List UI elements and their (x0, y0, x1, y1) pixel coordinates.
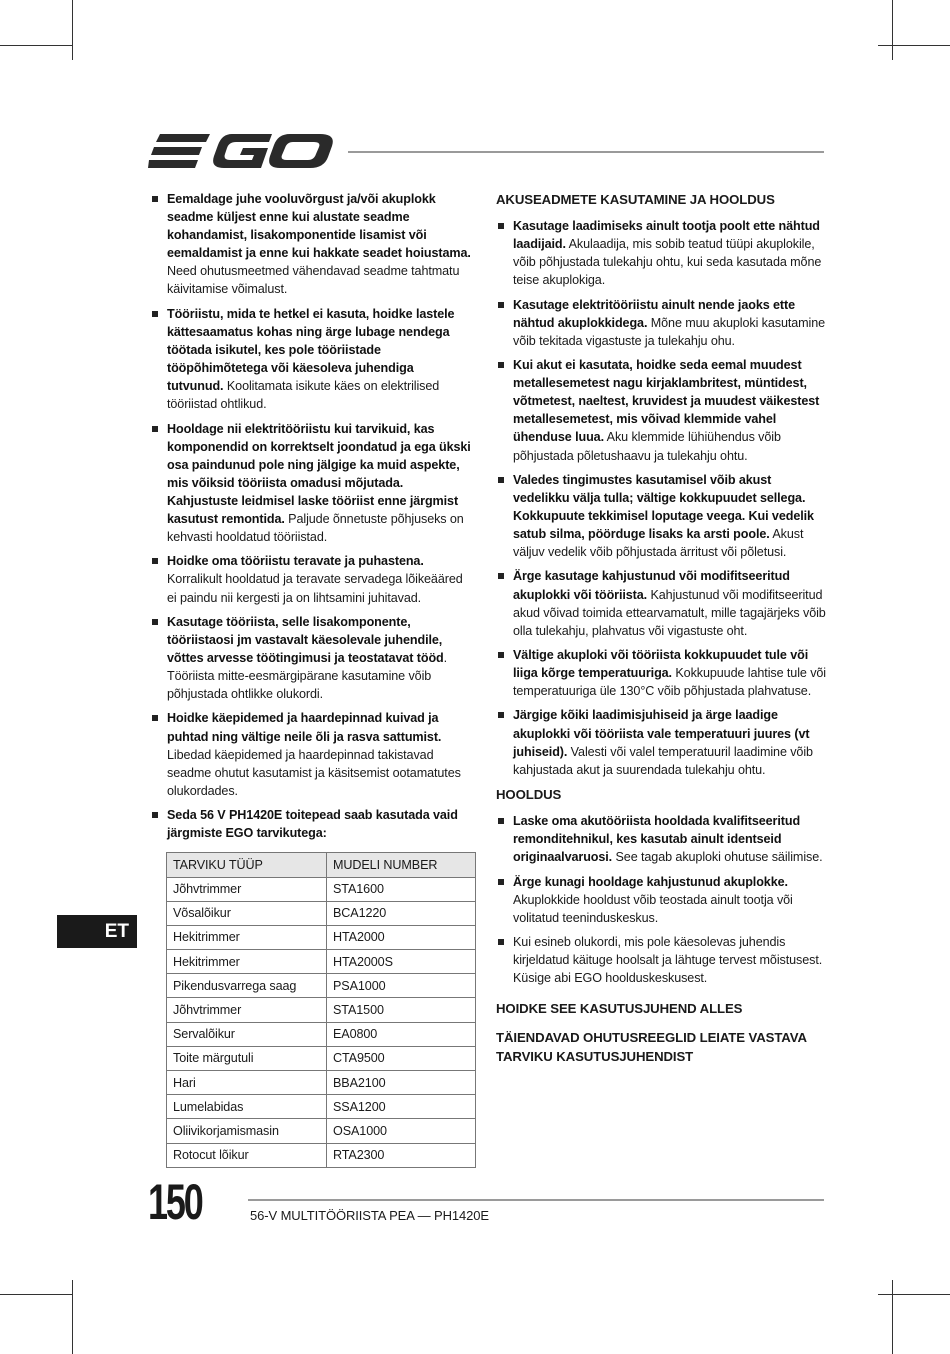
bullet-square-icon (152, 196, 158, 202)
table-row (167, 877, 476, 901)
table-row (167, 1022, 476, 1046)
model-number-cell: RTA2300 (327, 1143, 476, 1167)
brand-logo-text: EGO (148, 128, 151, 129)
page-number: 150 (148, 1174, 202, 1230)
closing-heading: HOIDKE SEE KASUTUSJUHEND ALLES (496, 1001, 743, 1017)
table-row (167, 1046, 476, 1070)
footer-rule (248, 1199, 824, 1201)
model-number-cell: HTA2000 (327, 925, 476, 949)
model-number-cell: SSA1200 (327, 1095, 476, 1119)
model-number-cell: EA0800 (327, 1022, 476, 1046)
bullet-square-icon (152, 311, 158, 317)
list-item: Kasutage elektritööriistu ainult nende jaoks ette nähtud akuplokkidega. Mõne muu akuploki kasutamine võib tekitada vigastuste ja tulekahju ohu. (496, 296, 828, 350)
table-row (167, 974, 476, 998)
list-item: Kasutage laadimiseks ainult tootja poolt ette nähtud laadijaid. Akulaadija, mis sobib teatud tüüpi akuplokile, võib põhjustada tulekahju ohtu, kui seda kasutada mõne teise akuplokiga. (496, 217, 828, 289)
ego-logo (148, 128, 334, 174)
language-tab: ET (57, 915, 137, 948)
bullet-square-icon (498, 362, 504, 368)
section-heading: HOOLDUS (496, 787, 562, 803)
crop-mark (0, 1294, 72, 1295)
accessory-type-cell: Hekitrimmer (167, 925, 327, 949)
accessory-type-cell: Servalõikur (167, 1022, 327, 1046)
closing-heading: TÄIENDAVAD OHUTUSREEGLID LEIATE VASTAVA TARVIKU KASUTUSJUHENDIST (496, 1030, 807, 1065)
list-item: Tööriistu, mida te hetkel ei kasuta, hoidke lastele kättesaamatus kohas ning ärge lubage nendega töötada isikutel, kes pole tööriistade tööpõhimõtetega või käesoleva juhendiga tutvunud. Koolitamata isikute käes on elektrilised tööriistad ohtlikud. (150, 305, 472, 414)
accessory-type-cell: Jõhvtrimmer (167, 877, 327, 901)
footer-title: 56-V MULTITÖÖRIISTA PEA — PH1420E (250, 1208, 489, 1223)
list-item: Hooldage nii elektritööriistu kui tarvikuid, kas komponendid on korrektselt joondatud ja ega ükski osa paindunud pole ning jälgige ka muid aspekte, mis võiksid tööriista omadusi mõjutada. Kahjustuste leidmisel laske tööriist enne järgmist kasutust remontida. Paljude õnnetuste põhjuseks on kehvasti hooldatud tööriistad. (150, 420, 472, 547)
bullet-square-icon (498, 573, 504, 579)
table-row (167, 1095, 476, 1119)
model-number-cell: STA1600 (327, 877, 476, 901)
accessory-type-cell: Oliivikorjamismasin (167, 1119, 327, 1143)
accessory-type-cell: Toite märgutuli (167, 1046, 327, 1070)
bullet-square-icon (152, 715, 158, 721)
accessory-type-cell: Rotocut lõikur (167, 1143, 327, 1167)
list-item: Järgige kõiki laadimisjuhiseid ja ärge laadige akuplokki või tööriista vale temperatuuri juures (vt juhiseid). Valesti või valel temperatuuril laadimine võib kahjustada akut ja suurendada tulekahju ohtu. (496, 706, 828, 778)
list-item: Ärge kunagi hooldage kahjustunud akuplokke. Akuplokkide hooldust võib teostada ainult tootja või volitatud teeninduskeskus. (496, 873, 828, 927)
bullet-square-icon (498, 652, 504, 658)
table-row (167, 1143, 476, 1167)
list-item: Laske oma akutööriista hooldada kvalifitseeritud remonditehnikul, kes kasutab ainult identseid originaalvaruosi. See tagab akuploki ohutuse säilimise. (496, 812, 828, 866)
accessory-type-cell: Pikendusvarrega saag (167, 974, 327, 998)
accessory-type-cell: Hekitrimmer (167, 950, 327, 974)
table-row (167, 901, 476, 925)
bullet-square-icon (498, 879, 504, 885)
model-number-cell: STA1500 (327, 998, 476, 1022)
crop-mark (892, 1280, 893, 1354)
list-item: Seda 56 V PH1420E toitepead saab kasutada vaid järgmiste EGO tarvikutega: (150, 806, 472, 842)
model-number-cell: BBA2100 (327, 1071, 476, 1095)
crop-mark (878, 1294, 950, 1295)
accessory-type-cell: Jõhvtrimmer (167, 998, 327, 1022)
list-item: Kui akut ei kasutata, hoidke seda eemal muudest metallesemetest nagu kirjaklambritest, müntidest, võtmetest, naeltest, kruvidest ja muudest väikestest metallesemetest, mis võivad klemmide vahel ühenduse luua. Aku klemmide lühiühendus võib põhjustada põletushaavu ja tulekahju ohtu. (496, 356, 828, 465)
accessory-type-cell: Lumelabidas (167, 1095, 327, 1119)
list-item: Hoidke oma tööriistu teravate ja puhastena. Korralikult hooldatud ja teravate servadega lõikeääred ei paindu nii kergesti ja on lihtsamini juhitavad. (150, 552, 472, 606)
bullet-square-icon (498, 818, 504, 824)
list-item: Kui esineb olukordi, mis pole käesolevas juhendis kirjeldatud käituge hoolsalt ja lähtuge tervest mõistusest. Küsige abi EGO hoolduskeskusest. (496, 933, 828, 987)
crop-mark (72, 1280, 73, 1354)
table-row (167, 1119, 476, 1143)
crop-mark (878, 45, 950, 46)
section-heading: AKUSEADMETE KASUTAMINE JA HOOLDUS (496, 192, 775, 207)
model-number-cell: CTA9500 (327, 1046, 476, 1070)
table-header-cell: TARVIKU TÜÜP (167, 853, 327, 877)
header-rule (348, 151, 824, 153)
bullet-square-icon (498, 477, 504, 483)
table-row (167, 950, 476, 974)
accessory-table (166, 852, 476, 1167)
crop-mark (72, 0, 73, 60)
model-number-cell: OSA1000 (327, 1119, 476, 1143)
table-row (167, 925, 476, 949)
bullet-square-icon (152, 558, 158, 564)
table-header-row (167, 853, 476, 877)
list-item: Kasutage tööriista, selle lisakomponente, tööriistaosi jm vastavalt käesolevale juhendile, võttes arvesse töötingimusi ja teostatavat tööd. Tööriista mitte-eesmärgipärane kasutamine võib põhjustada ohtlikke olukordi. (150, 613, 472, 703)
accessory-type-cell: Võsalõikur (167, 901, 327, 925)
bullet-square-icon (498, 223, 504, 229)
model-number-cell: BCA1220 (327, 901, 476, 925)
model-number-cell: HTA2000S (327, 950, 476, 974)
right-column (496, 190, 828, 1074)
bullet-square-icon (498, 939, 504, 945)
crop-mark (892, 0, 893, 60)
list-item: Eemaldage juhe vooluvõrgust ja/või akuplokk seadme küljest enne kui alustate seadme kohandamist, lisakomponentide lisamist või eemaldamist ja enne kui hakkate seadet hoiustama. Need ohutusmeetmed vähendavad seadme tahtmatu käivitamise võimalust. (150, 190, 472, 299)
crop-mark (0, 45, 72, 46)
bullet-square-icon (152, 619, 158, 625)
bullet-square-icon (152, 426, 158, 432)
bullet-square-icon (498, 712, 504, 718)
list-item: Ärge kasutage kahjustunud või modifitseeritud akuplokki või tööriista. Kahjustunud või modifitseeritud akud võivad toimida ettearvamatult, mille tagajärjeks võib olla tulekahju, plahvatus või vigastuste oht. (496, 567, 828, 639)
list-item: Hoidke käepidemed ja haardepinnad kuivad ja puhtad ning vältige neile õli ja rasva sattumist. Libedad käepidemed ja haardepinnad takistavad seadme ohutut kasutamist ja käsitsemist ootamatutes olukordades. (150, 709, 472, 799)
bullet-square-icon (152, 812, 158, 818)
left-column (150, 190, 472, 1168)
bullet-square-icon (498, 302, 504, 308)
table-header-cell: MUDELI NUMBER (327, 853, 476, 877)
list-item: Valedes tingimustes kasutamisel võib akust vedelikku välja tulla; vältige kokkupuudet sellega. Kokkupuute tekkimisel loputage veega. Kui vedelik satub silma, pöörduge lisaks ka arsti poole. Akust väljuv vedelik võib põhjustada ärritust või põletusi. (496, 471, 828, 561)
table-row (167, 998, 476, 1022)
table-row (167, 1071, 476, 1095)
list-item: Vältige akuploki või tööriista kokkupuudet tule või liiga kõrge temperatuuriga. Kokkupuude lahtise tule või temperatuuriga üle 130°C võib põhjustada plahvatuse. (496, 646, 828, 700)
accessory-type-cell: Hari (167, 1071, 327, 1095)
model-number-cell: PSA1000 (327, 974, 476, 998)
